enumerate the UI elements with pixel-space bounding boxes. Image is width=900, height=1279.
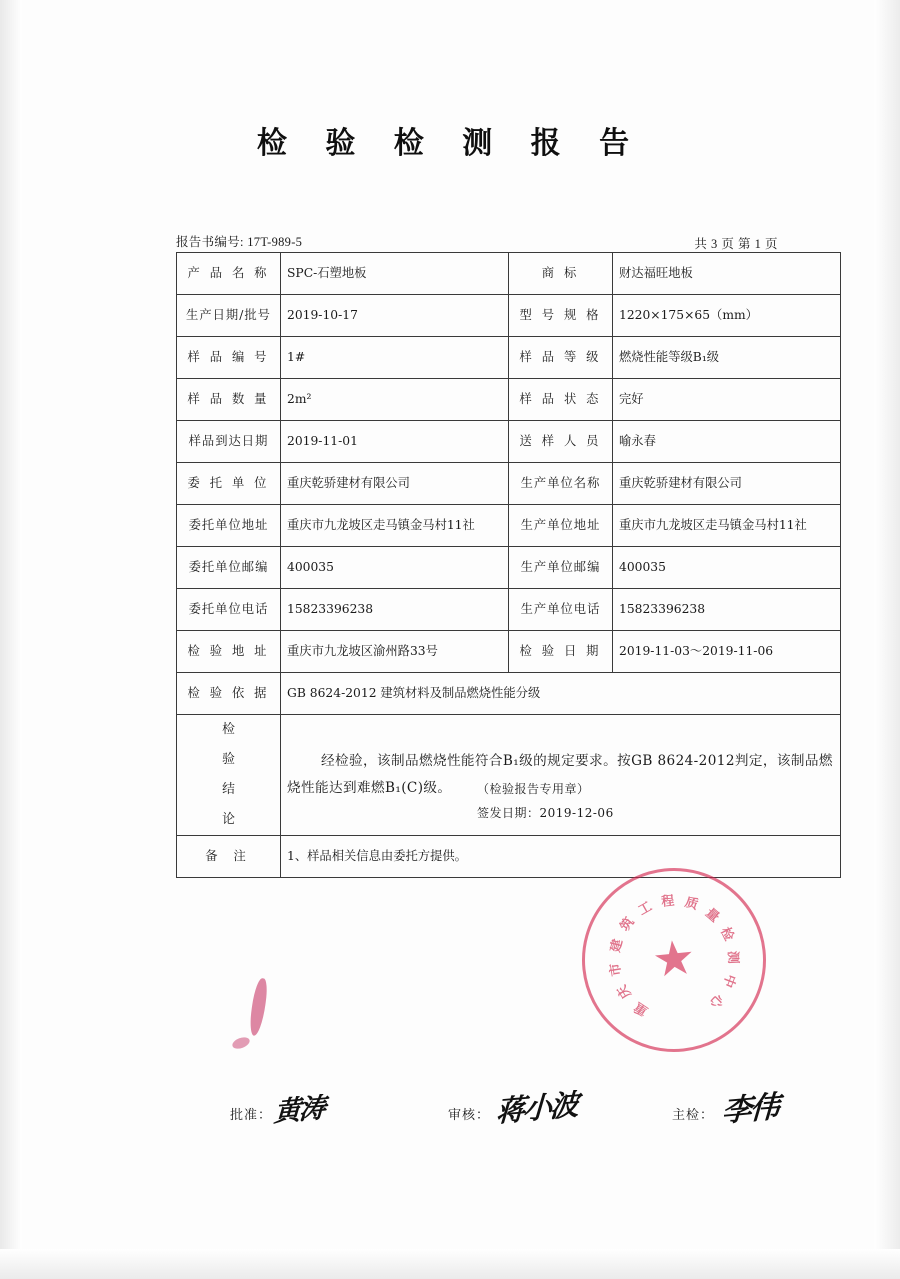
row-label-test-basis: 检 验 依 据 bbox=[177, 673, 281, 715]
conclusion-line-1: 经检验，该制品燃烧性能符合B₁级的规定要求。按GB 8624- bbox=[321, 753, 699, 769]
report-number-label: 报告书编号: bbox=[176, 235, 244, 249]
table-row-remarks bbox=[177, 836, 841, 878]
row-value-sample-qty: 2m² bbox=[281, 379, 509, 421]
row-label-production-date: 生产日期/批号 bbox=[177, 295, 281, 337]
ink-smudge-secondary bbox=[231, 1035, 251, 1051]
table-row bbox=[177, 253, 841, 295]
row-label-deliverer: 送 样 人 员 bbox=[509, 421, 613, 463]
row-label-model-spec: 型 号 规 格 bbox=[509, 295, 613, 337]
conclusion-label-char-4: 论 bbox=[222, 812, 235, 827]
row-value-manufacturer: 重庆乾骄建材有限公司 bbox=[613, 463, 841, 505]
conclusion-label-char-1: 检 bbox=[222, 722, 235, 737]
row-value-client-address: 重庆市九龙坡区走马镇金马村11社 bbox=[281, 505, 509, 547]
row-label-conclusion bbox=[177, 715, 281, 836]
star-icon: ★ bbox=[649, 930, 699, 989]
scan-edge-right bbox=[874, 0, 900, 1279]
chief-tester-label: 主检： bbox=[672, 1107, 715, 1122]
signature-row bbox=[176, 1087, 840, 1166]
row-value-client: 重庆乾骄建材有限公司 bbox=[281, 463, 509, 505]
row-label-arrival-date: 样品到达日期 bbox=[177, 421, 281, 463]
row-value-test-basis: GB 8624-2012 建筑材料及制品燃烧性能分级 bbox=[281, 673, 841, 715]
page-title: 检 验 检 测 报 告 bbox=[256, 126, 644, 161]
table-row bbox=[177, 547, 841, 589]
table-row bbox=[177, 589, 841, 631]
row-label-sample-status: 样 品 状 态 bbox=[509, 379, 613, 421]
approver-label: 批准： bbox=[230, 1107, 273, 1122]
row-value-test-date: 2019-11-03～2019-11-06 bbox=[613, 631, 841, 673]
row-value-production-date: 2019-10-17 bbox=[281, 295, 509, 337]
row-label-client: 委 托 单 位 bbox=[177, 463, 281, 505]
row-label-client-phone: 委托单位电话 bbox=[177, 589, 281, 631]
scan-edge-bottom bbox=[0, 1249, 900, 1279]
table-row bbox=[177, 295, 841, 337]
reviewer-signature-block bbox=[448, 1104, 490, 1123]
issue-date-label: 签发日期： bbox=[477, 805, 540, 820]
conclusion-line-2: 2012判定，该制品燃烧性能达到难燃B₁(C)级。 bbox=[287, 753, 833, 796]
table-row bbox=[177, 379, 841, 421]
row-value-sample-no: 1# bbox=[281, 337, 509, 379]
row-label-client-address: 委托单位地址 bbox=[177, 505, 281, 547]
conclusion-label-char-3: 结 bbox=[222, 782, 235, 797]
row-value-client-postcode: 400035 bbox=[281, 547, 509, 589]
conclusion-label-char-2: 验 bbox=[222, 752, 235, 767]
table-row bbox=[177, 505, 841, 547]
row-label-sample-no: 样 品 编 号 bbox=[177, 337, 281, 379]
report-number bbox=[176, 232, 302, 250]
row-value-client-phone: 15823396238 bbox=[281, 589, 509, 631]
official-seal-stamp bbox=[573, 859, 775, 1061]
row-value-manufacturer-address: 重庆市九龙坡区走马镇金马村11社 bbox=[613, 505, 841, 547]
table-row bbox=[177, 421, 841, 463]
row-value-remarks: 1、样品相关信息由委托方提供。 bbox=[281, 836, 841, 878]
row-value-arrival-date: 2019-11-01 bbox=[281, 421, 509, 463]
chief-tester-signature-block bbox=[672, 1104, 714, 1123]
report-table bbox=[176, 252, 841, 878]
reviewer-signature-ink: 蒋小波 bbox=[495, 1087, 578, 1129]
row-label-manufacturer: 生产单位名称 bbox=[509, 463, 613, 505]
row-label-client-postcode: 委托单位邮编 bbox=[177, 547, 281, 589]
row-value-sample-status: 完好 bbox=[613, 379, 841, 421]
row-label-trademark: 商 标 bbox=[509, 253, 613, 295]
row-label-test-date: 检 验 日 期 bbox=[509, 631, 613, 673]
row-value-test-address: 重庆市九龙坡区渝州路33号 bbox=[281, 631, 509, 673]
approver-signature-ink: 黄涛 bbox=[273, 1092, 325, 1129]
seal-note: （检验报告专用章） bbox=[477, 781, 590, 796]
row-label-product-name: 产 品 名 称 bbox=[177, 253, 281, 295]
row-label-test-address: 检 验 地 址 bbox=[177, 631, 281, 673]
row-label-sample-qty: 样 品 数 量 bbox=[177, 379, 281, 421]
table-row bbox=[177, 631, 841, 673]
row-value-manufacturer-postcode: 400035 bbox=[613, 547, 841, 589]
row-label-sample-grade: 样 品 等 级 bbox=[509, 337, 613, 379]
seal-ring-text: 重 庆 市 建 筑 工 程 质 量 检 测 中 心 bbox=[606, 892, 742, 1020]
row-label-manufacturer-phone: 生产单位电话 bbox=[509, 589, 613, 631]
table-row bbox=[177, 337, 841, 379]
scan-edge-left bbox=[0, 0, 22, 1279]
row-value-deliverer: 喻永春 bbox=[613, 421, 841, 463]
issue-date bbox=[477, 805, 614, 821]
issue-date-value: 2019-12-06 bbox=[539, 805, 614, 820]
page-count: 共 3 页 第 1 页 bbox=[694, 237, 778, 251]
table-row-basis bbox=[177, 673, 841, 715]
ink-smudge bbox=[248, 977, 269, 1036]
row-value-conclusion bbox=[281, 715, 841, 836]
row-label-manufacturer-address: 生产单位地址 bbox=[509, 505, 613, 547]
row-value-manufacturer-phone: 15823396238 bbox=[613, 589, 841, 631]
approver-signature-block bbox=[230, 1104, 272, 1123]
table-row-conclusion bbox=[177, 715, 841, 836]
row-label-manufacturer-postcode: 生产单位邮编 bbox=[509, 547, 613, 589]
chief-tester-signature-ink: 李伟 bbox=[720, 1089, 779, 1130]
row-value-product-name: SPC-石塑地板 bbox=[281, 253, 509, 295]
table-row bbox=[177, 463, 841, 505]
row-label-remarks: 备 注 bbox=[177, 836, 281, 878]
report-number-value: 17T-989-5 bbox=[247, 235, 303, 249]
row-value-trademark: 财达福旺地板 bbox=[613, 253, 841, 295]
row-value-model-spec: 1220×175×65（mm） bbox=[613, 295, 841, 337]
row-value-sample-grade: 燃烧性能等级B₁级 bbox=[613, 337, 841, 379]
reviewer-label: 审核： bbox=[448, 1107, 491, 1122]
